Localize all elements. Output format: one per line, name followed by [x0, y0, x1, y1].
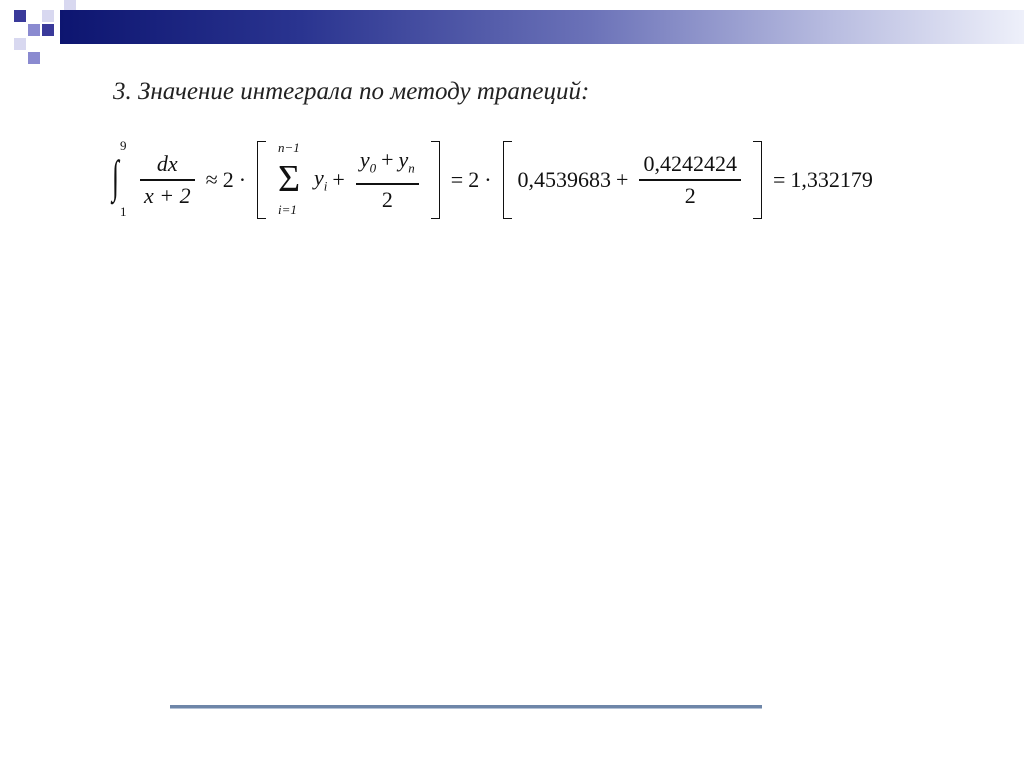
sigma-sign: Σ [278, 158, 301, 200]
plus-sign: + [616, 167, 629, 192]
coefficient: 2 [222, 167, 234, 192]
coefficient: 2 [468, 167, 480, 192]
summation [278, 138, 308, 222]
multiply-dot: · [484, 167, 492, 192]
endpoints-fraction [356, 145, 419, 215]
integral-sign: ∫ [112, 151, 119, 202]
decor-square [14, 38, 26, 50]
endpoints-numerator [356, 145, 419, 183]
decor-square [42, 24, 54, 36]
multiply-dot: · [238, 167, 247, 192]
numeric-fraction [639, 149, 741, 211]
sum-value: 0,4539683 [517, 167, 612, 192]
numerator-plus: + [381, 147, 394, 173]
result-value: 1,332179 [790, 167, 873, 192]
numeric-numerator: 0,4242424 [643, 151, 737, 177]
integral [112, 138, 134, 222]
integrand-denominator: x + 2 [144, 182, 191, 208]
y0-symbol: y [359, 147, 370, 173]
right-bracket [431, 141, 440, 219]
integral-upper-limit: 9 [120, 138, 127, 153]
trapezoid-formula [112, 135, 873, 225]
decor-square [28, 52, 40, 64]
decor-square [64, 0, 76, 10]
left-bracket [257, 141, 266, 219]
sum-term [314, 165, 327, 194]
decor-square [14, 10, 26, 22]
equals-sign: = [772, 167, 786, 192]
header-gradient-band [60, 10, 1024, 44]
sum-term-subscript: i [323, 178, 328, 194]
equals-sign: = [450, 167, 464, 192]
numeric-denominator: 2 [684, 182, 696, 208]
yn-symbol: y [398, 147, 409, 173]
footer-divider [170, 705, 762, 709]
left-bracket [503, 141, 512, 219]
approx-sign: ≈ [205, 167, 218, 192]
decor-square [42, 10, 54, 22]
endpoints-denominator: 2 [381, 186, 393, 212]
y0-subscript: 0 [369, 160, 377, 176]
integrand-fraction [140, 149, 195, 211]
plus-sign: + [332, 167, 345, 192]
slide-title: 3. Значение интеграла по методу трапеций: [113, 78, 590, 105]
sum-term-y: y [314, 165, 324, 191]
integrand-numerator: dx [156, 151, 178, 177]
right-bracket [753, 141, 762, 219]
integral-lower-limit: 1 [120, 204, 127, 219]
yn-subscript: n [408, 160, 415, 176]
sum-lower-limit: i=1 [278, 202, 297, 217]
decor-square [28, 24, 40, 36]
sum-upper-limit: n−1 [278, 140, 300, 155]
